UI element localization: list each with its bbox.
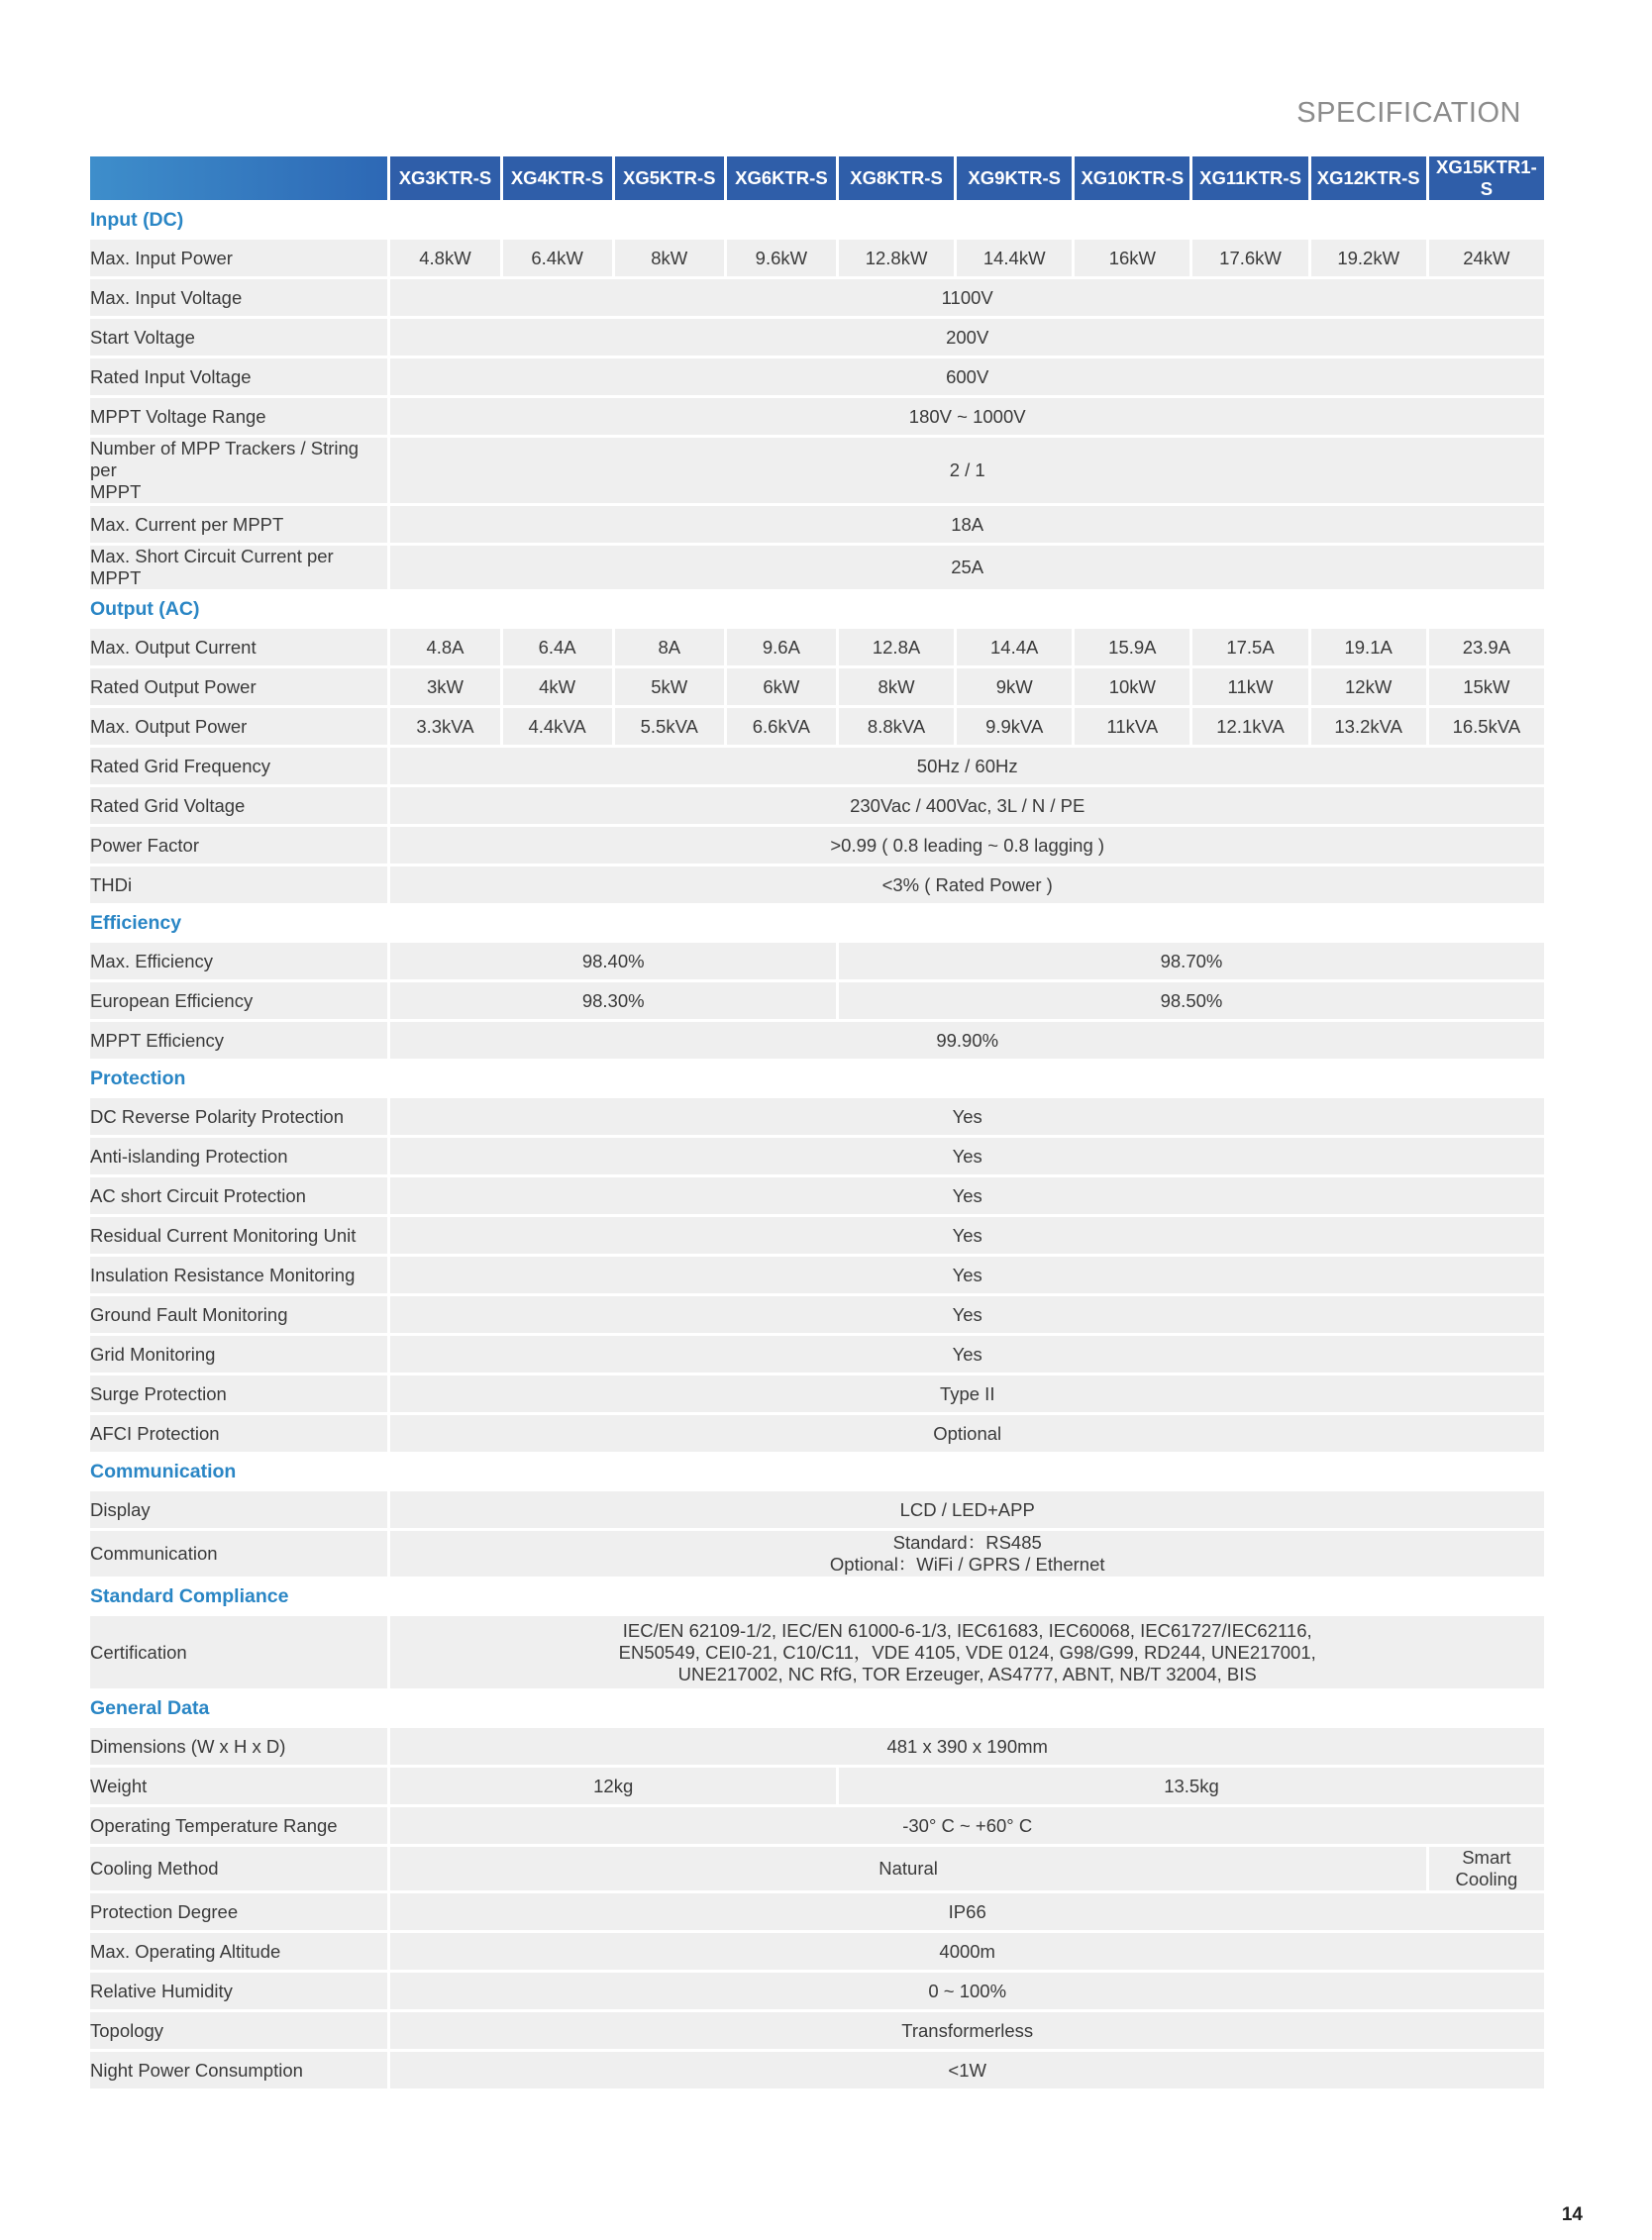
row-label: Rated Grid Frequency — [90, 748, 387, 784]
table-row — [90, 1973, 1544, 2009]
table-cell: 98.50% — [839, 982, 1544, 1019]
row-label: Max. Output Power — [90, 708, 387, 745]
row-label: European Efficiency — [90, 982, 387, 1019]
table-cell: 3.3kVA — [390, 708, 499, 745]
section-title-input: Input (DC) — [90, 203, 1544, 237]
table-cell: 13.5kg — [839, 1768, 1544, 1804]
cell-line: UNE217002, NC RfG, TOR Erzeuger, AS4777, ABNT, NB/T 32004, BIS — [677, 1663, 1257, 1684]
section-title-protection: Protection — [90, 1062, 1544, 1095]
row-label: Max. Efficiency — [90, 943, 387, 979]
table-row — [90, 358, 1544, 395]
row-label: Grid Monitoring — [90, 1336, 387, 1373]
table-row — [90, 1728, 1544, 1765]
table-row — [90, 1847, 1544, 1890]
table-cell: Yes — [390, 1257, 1544, 1293]
table-cell: 4.4kVA — [503, 708, 612, 745]
table-cell: 9.9kVA — [957, 708, 1072, 745]
table-row — [90, 546, 1544, 589]
table-cell: 15.9A — [1075, 629, 1189, 665]
table-cell: 17.5A — [1192, 629, 1307, 665]
table-cell — [390, 1616, 1544, 1688]
row-label: Residual Current Monitoring Unit — [90, 1217, 387, 1254]
table-row — [90, 1491, 1544, 1528]
model-header: XG10KTR-S — [1075, 156, 1189, 200]
spec-table — [87, 153, 1547, 2091]
model-header: XG3KTR-S — [390, 156, 499, 200]
table-cell: 5kW — [615, 668, 724, 705]
table-cell: 230Vac / 400Vac, 3L / N / PE — [390, 787, 1544, 824]
table-cell: 12kg — [390, 1768, 836, 1804]
table-row — [90, 1296, 1544, 1333]
table-row — [90, 1893, 1544, 1930]
table-cell: Smart Cooling — [1429, 1847, 1544, 1890]
table-cell: 16.5kVA — [1429, 708, 1544, 745]
table-cell: <1W — [390, 2052, 1544, 2088]
cell-line: EN50549, CEI0-21, C10/C11，VDE 4105, VDE 0124, G98/G99, RD244, UNE217001, — [618, 1641, 1316, 1663]
table-row — [90, 1807, 1544, 1844]
table-cell: 9.6kW — [727, 240, 836, 276]
row-label: Dimensions (W x H x D) — [90, 1728, 387, 1765]
table-row — [90, 748, 1544, 784]
section-title-general: General Data — [90, 1691, 1544, 1725]
table-row — [90, 1336, 1544, 1373]
table-cell: Yes — [390, 1138, 1544, 1174]
header-corner — [90, 156, 387, 200]
table-cell: 180V ~ 1000V — [390, 398, 1544, 435]
table-cell: 15kW — [1429, 668, 1544, 705]
row-label: Start Voltage — [90, 319, 387, 356]
row-label: Relative Humidity — [90, 1973, 387, 2009]
model-header: XG8KTR-S — [839, 156, 954, 200]
table-row — [90, 1098, 1544, 1135]
cell-line: IEC/EN 62109-1/2, IEC/EN 61000-6-1/3, IEC61683, IEC60068, IEC61727/IEC62116, — [622, 1619, 1312, 1641]
row-label: Power Factor — [90, 827, 387, 864]
table-cell: 19.1A — [1311, 629, 1426, 665]
table-cell: 3kW — [390, 668, 499, 705]
row-label: Surge Protection — [90, 1375, 387, 1412]
table-row — [90, 398, 1544, 435]
table-cell: 24kW — [1429, 240, 1544, 276]
model-header: XG9KTR-S — [957, 156, 1072, 200]
table-row — [90, 708, 1544, 745]
section-title-efficiency: Efficiency — [90, 906, 1544, 940]
table-cell: Yes — [390, 1217, 1544, 1254]
table-cell: 6.4A — [503, 629, 612, 665]
cell-line: Optional：WiFi / GPRS / Ethernet — [829, 1554, 1105, 1575]
table-cell: 9.6A — [727, 629, 836, 665]
table-cell: 10kW — [1075, 668, 1189, 705]
table-cell: 5.5kVA — [615, 708, 724, 745]
row-label: MPPT Efficiency — [90, 1022, 387, 1059]
table-cell: LCD / LED+APP — [390, 1491, 1544, 1528]
table-cell: 6kW — [727, 668, 836, 705]
table-cell: 98.70% — [839, 943, 1544, 979]
table-cell: 14.4kW — [957, 240, 1072, 276]
table-row — [90, 319, 1544, 356]
model-header: XG6KTR-S — [727, 156, 836, 200]
row-label: Ground Fault Monitoring — [90, 1296, 387, 1333]
table-row — [90, 279, 1544, 316]
model-header-row — [90, 156, 1544, 200]
table-cell: 600V — [390, 358, 1544, 395]
table-row — [90, 1933, 1544, 1970]
table-cell: 12.1kVA — [1192, 708, 1307, 745]
table-cell: 17.6kW — [1192, 240, 1307, 276]
table-row — [90, 2052, 1544, 2088]
table-cell: -30° C ~ +60° C — [390, 1807, 1544, 1844]
table-cell: 98.30% — [390, 982, 836, 1019]
table-cell: Optional — [390, 1415, 1544, 1452]
table-cell: 4.8A — [390, 629, 499, 665]
table-cell: 4kW — [503, 668, 612, 705]
table-cell: 4.8kW — [390, 240, 499, 276]
table-cell: 9kW — [957, 668, 1072, 705]
table-row — [90, 1616, 1544, 1688]
page-heading: SPECIFICATION — [1296, 97, 1521, 129]
table-cell: 12.8kW — [839, 240, 954, 276]
table-row — [90, 438, 1544, 503]
table-row — [90, 943, 1544, 979]
section-title-output: Output (AC) — [90, 592, 1544, 626]
table-cell: 2 / 1 — [390, 438, 1544, 503]
table-row — [90, 1257, 1544, 1293]
row-label-line: MPPT — [90, 481, 142, 502]
row-label: Protection Degree — [90, 1893, 387, 1930]
row-label: Max. Short Circuit Current per MPPT — [90, 546, 387, 589]
table-row — [90, 629, 1544, 665]
page-number: 14 — [1561, 2204, 1583, 2225]
row-label: Communication — [90, 1531, 387, 1577]
table-cell: 18A — [390, 506, 1544, 543]
table-cell: 14.4A — [957, 629, 1072, 665]
row-label: Insulation Resistance Monitoring — [90, 1257, 387, 1293]
table-cell: Yes — [390, 1336, 1544, 1373]
model-header: XG15KTR1-S — [1429, 156, 1544, 200]
table-row — [90, 668, 1544, 705]
table-cell: 12.8A — [839, 629, 954, 665]
row-label: Certification — [90, 1616, 387, 1688]
table-cell: <3% ( Rated Power ) — [390, 866, 1544, 903]
row-label: Rated Grid Voltage — [90, 787, 387, 824]
row-label: Night Power Consumption — [90, 2052, 387, 2088]
table-cell: >0.99 ( 0.8 leading ~ 0.8 lagging ) — [390, 827, 1544, 864]
table-cell: Transformerless — [390, 2012, 1544, 2049]
row-label-line: Number of MPP Trackers / String per — [90, 438, 360, 480]
table-cell: 16kW — [1075, 240, 1189, 276]
table-cell: 8.8kVA — [839, 708, 954, 745]
model-header: XG12KTR-S — [1311, 156, 1426, 200]
row-label: Max. Current per MPPT — [90, 506, 387, 543]
table-row — [90, 1531, 1544, 1577]
table-cell: 200V — [390, 319, 1544, 356]
table-row — [90, 982, 1544, 1019]
table-cell: Type II — [390, 1375, 1544, 1412]
row-label: Rated Output Power — [90, 668, 387, 705]
row-label: Rated Input Voltage — [90, 358, 387, 395]
table-row — [90, 1177, 1544, 1214]
table-cell: 481 x 390 x 190mm — [390, 1728, 1544, 1765]
table-cell: 8A — [615, 629, 724, 665]
table-row — [90, 1375, 1544, 1412]
row-label: THDi — [90, 866, 387, 903]
row-label: Max. Output Current — [90, 629, 387, 665]
table-cell: 6.4kW — [503, 240, 612, 276]
table-row — [90, 1217, 1544, 1254]
table-row — [90, 827, 1544, 864]
table-cell: IP66 — [390, 1893, 1544, 1930]
table-cell: 8kW — [615, 240, 724, 276]
table-cell: 0 ~ 100% — [390, 1973, 1544, 2009]
table-cell: Yes — [390, 1177, 1544, 1214]
table-row — [90, 866, 1544, 903]
table-cell: 1100V — [390, 279, 1544, 316]
row-label: Display — [90, 1491, 387, 1528]
table-cell: 12kW — [1311, 668, 1426, 705]
row-label: AFCI Protection — [90, 1415, 387, 1452]
table-cell: Natural — [390, 1847, 1425, 1890]
table-cell: 23.9A — [1429, 629, 1544, 665]
table-row — [90, 1138, 1544, 1174]
table-row — [90, 1022, 1544, 1059]
table-cell: Yes — [390, 1098, 1544, 1135]
table-cell: 13.2kVA — [1311, 708, 1426, 745]
table-row — [90, 506, 1544, 543]
section-title-compliance: Standard Compliance — [90, 1579, 1544, 1613]
table-cell: 19.2kW — [1311, 240, 1426, 276]
model-header: XG11KTR-S — [1192, 156, 1307, 200]
table-cell: Yes — [390, 1296, 1544, 1333]
table-cell: 8kW — [839, 668, 954, 705]
row-label: Topology — [90, 2012, 387, 2049]
model-header: XG5KTR-S — [615, 156, 724, 200]
table-row — [90, 1415, 1544, 1452]
row-label: MPPT Voltage Range — [90, 398, 387, 435]
row-label — [90, 438, 387, 503]
row-label: Max. Input Power — [90, 240, 387, 276]
row-label: Max. Operating Altitude — [90, 1933, 387, 1970]
table-cell: 11kW — [1192, 668, 1307, 705]
table-cell: 98.40% — [390, 943, 836, 979]
table-cell — [390, 1531, 1544, 1577]
row-label: Max. Input Voltage — [90, 279, 387, 316]
table-row — [90, 787, 1544, 824]
table-cell: 99.90% — [390, 1022, 1544, 1059]
table-cell: 4000m — [390, 1933, 1544, 1970]
row-label: Anti-islanding Protection — [90, 1138, 387, 1174]
table-cell: 6.6kVA — [727, 708, 836, 745]
table-row — [90, 2012, 1544, 2049]
row-label: DC Reverse Polarity Protection — [90, 1098, 387, 1135]
cell-line: Standard：RS485 — [892, 1532, 1042, 1553]
table-cell: 25A — [390, 546, 1544, 589]
row-label: AC short Circuit Protection — [90, 1177, 387, 1214]
section-title-communication: Communication — [90, 1455, 1544, 1488]
row-label: Weight — [90, 1768, 387, 1804]
row-label: Operating Temperature Range — [90, 1807, 387, 1844]
row-label: Cooling Method — [90, 1847, 387, 1890]
table-cell: 11kVA — [1075, 708, 1189, 745]
table-cell: 50Hz / 60Hz — [390, 748, 1544, 784]
model-header: XG4KTR-S — [503, 156, 612, 200]
table-row — [90, 1768, 1544, 1804]
table-row — [90, 240, 1544, 276]
